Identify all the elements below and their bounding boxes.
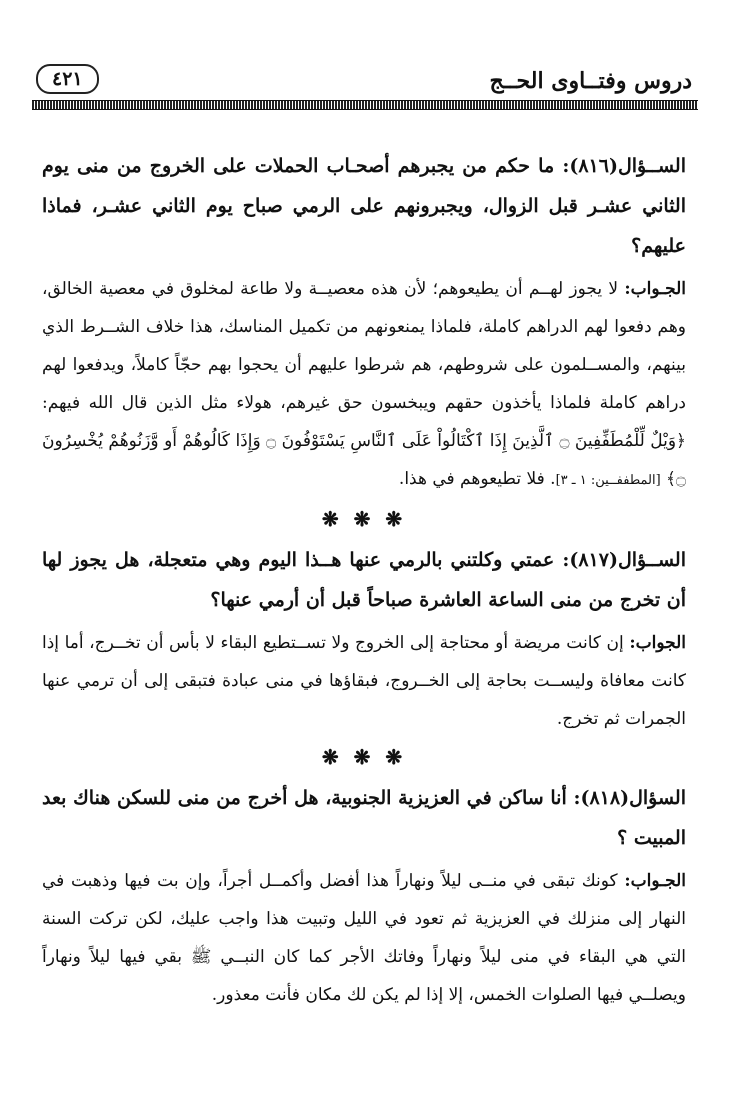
answer-text: لا يجوز لهــم أن يطيعوهم؛ لأن هذه معصيــة ولا طاعة لمخلوق في معصية الخالق، وهم دفعوا لهم الدراهم كاملة، فلماذا يمنعونهم من تكميل المناسك، هذا خلاف الشــرط الذي بينهم، والمســلمون على شروطهم، هم شرطوا عليهم أن يحجوا بهم حجّاً كاملاً، ويدفعوا لهم دراهم كاملة فلماذا يأخذون حقهم ويبخسون حق غيرهم، هولاء مثل الذين قال الله فيهم: ﴿وَيْلٌ لِّلْمُطَفِّفِينَ ۝ ٱلَّذِينَ إِذَا ٱكْتَالُواْ عَلَى ٱلنَّاسِ يَسْتَوْفُونَ ۝ وَإِذَا كَالُوهُمْ أَو وَّزَنُوهُمْ يُخْسِرُونَ ۝﴾ [42, 279, 686, 489]
question-text: ما حكم من يجبرهم أصحـاب الحملات على الخروج من منى يوم الثاني عشـر قبل الزوال، ويجبرونهم على الرمي صباح يوم الثاني عشـر، فماذا عليهم؟ [42, 155, 686, 257]
section-separator: ❋ ❋ ❋ [321, 507, 407, 531]
question-label: الســؤال(٨١٧): [562, 549, 686, 571]
question-label: السؤال(٨١٨): [573, 787, 686, 809]
answer-818 [42, 862, 686, 1014]
header-rule [32, 100, 698, 110]
answer-816 [42, 270, 686, 500]
question-816 [42, 146, 686, 266]
question-label: الســؤال(٨١٦): [562, 155, 686, 177]
question-818 [42, 778, 686, 858]
question-817 [42, 540, 686, 620]
answer-tail: . فلا تطيعوهم في هذا. [398, 469, 556, 489]
answer-label: الجـواب: [624, 871, 686, 891]
question-text: عمتي وكلتني بالرمي عنها هــذا اليوم وهي متعجلة، هل يجوز لها أن تخرج من منى الساعة العاشرة صباحاً قبل أن أرمي عنها؟ [42, 549, 686, 611]
running-title: دروس وفتــاوى الحــج [489, 68, 692, 94]
answer-817 [42, 624, 686, 738]
page-content [42, 142, 686, 1014]
answer-label: الجواب: [629, 633, 686, 653]
page-header [32, 62, 698, 96]
page-number: ٤٢١ [36, 64, 99, 94]
verse-citation: [المطففــين: ١ ـ ٣] [555, 473, 661, 488]
answer-text: كونك تبقى في منــى ليلاً ونهاراً هذا أفضل وأكمــل أجراً، وإن بت فيها وذهبت في النهار إلى منزلك في العزيزية ثم تعود في الليل وتبيت هذا واجب عليك، لكن تركت السنة التي هي البقاء في منى ليلاً ونهاراً وفاتك الأجر كما كان النبــي ﷺ بقي فيها ليلاً ونهاراً ويصلــي فيها الصلوات الخمس، إلا إذا لم يكن لك مكان فأنت معذور. [42, 871, 686, 1005]
section-separator: ❋ ❋ ❋ [321, 745, 407, 769]
question-text: أنا ساكن في العزيزية الجنوبية، هل أخرج من منى للسكن هناك بعد المبيت ؟ [42, 787, 686, 849]
answer-label: الجـواب: [624, 279, 686, 299]
answer-text: إن كانت مريضة أو محتاجة إلى الخروج ولا تســتطيع البقاء لا بأس أن تخــرج، أما إذا كانت معافاة وليســت بحاجة إلى الخــروج، فبقاؤها في منى عبادة فتبقى إلى أن ترمي عنها الجمرات ثم تخرج. [42, 633, 686, 729]
